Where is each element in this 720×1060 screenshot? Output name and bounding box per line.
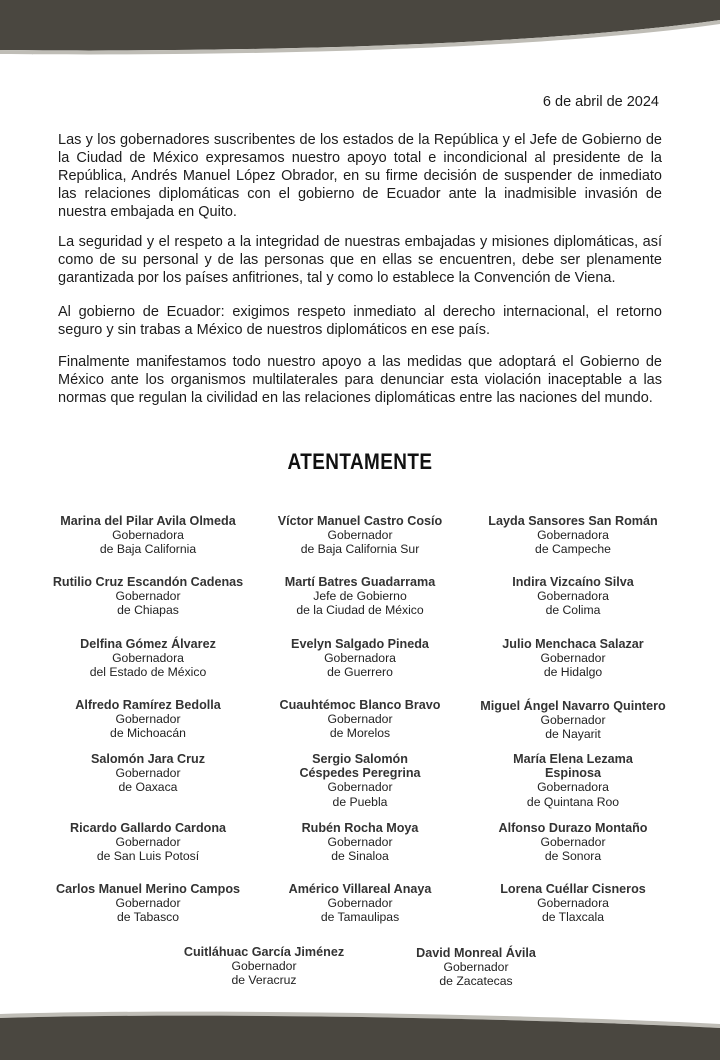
signatory-state: del Estado de México <box>89 665 207 680</box>
signatory-14 <box>252 752 468 809</box>
signatory-name: Marina del Pilar Avila Olmeda <box>60 514 236 528</box>
signatory-title: Gobernadora <box>112 528 184 543</box>
signatory-8 <box>252 637 468 680</box>
signatory-12 <box>465 699 681 742</box>
signatory-name: Miguel Ángel Navarro Quintero <box>480 699 666 713</box>
signatory-title: Gobernador <box>327 780 393 795</box>
signatory-name: Lorena Cuéllar Cisneros <box>500 882 646 896</box>
signatory-title: Gobernador <box>540 835 606 850</box>
signatory-22 <box>156 945 372 988</box>
signatory-name: Alfredo Ramírez Bedolla <box>75 698 221 712</box>
signatory-state: de Nayarit <box>545 727 601 742</box>
signatory-state: de Puebla <box>332 794 388 809</box>
signatory-state: de Campeche <box>535 542 611 557</box>
signatory-21 <box>465 882 681 925</box>
signatory-name: Víctor Manuel Castro Cosío <box>277 514 443 528</box>
signatory-state: de Tabasco <box>116 910 180 925</box>
signatory-state: de Sonora <box>544 849 602 864</box>
signatory-state: de Veracruz <box>231 973 297 988</box>
signatory-6 <box>465 575 681 618</box>
signatory-state: de Zacatecas <box>439 974 513 989</box>
signatory-title: Gobernador <box>327 712 393 727</box>
signatory-title: Gobernador <box>115 896 181 911</box>
signatory-title: Gobernador <box>115 589 181 604</box>
signatory-1 <box>40 514 256 557</box>
signatory-title: Gobernador <box>540 651 606 666</box>
signatory-name: Cuauhtémoc Blanco Bravo <box>279 698 441 712</box>
paragraph-1: Las y los gobernadores suscribentes de los estados de la República y el Jefe de Gobierno de la Ciudad de México expresamos nuestro apoyo total e incondicional al presidente de la República, Andrés Manuel López Obrador, en su firme decisión de suspender de inmediato las relaciones diplomáticas con el gobierno de Ecuador ante la inadmisible invasión de nuestra embajada en Quito. <box>58 132 662 220</box>
signatory-title: Gobernadora <box>324 651 396 666</box>
signatory-state: de Oaxaca <box>118 780 178 795</box>
signatory-title: Gobernador <box>231 959 297 974</box>
paragraph-3: Al gobierno de Ecuador: exigimos respeto inmediato al derecho internacional, el retorno seguro y sin trabas a México de nuestros diplomáticos en ese país. <box>58 304 662 338</box>
signatory-name: Indira Vizcaíno Silva <box>512 575 634 589</box>
signatory-state: de San Luis Potosí <box>96 849 200 864</box>
signatory-16 <box>40 821 256 864</box>
signatory-23 <box>368 946 584 989</box>
signatory-7 <box>40 637 256 680</box>
signatory-title: Gobernador <box>115 766 181 781</box>
signatory-state: de Hidalgo <box>543 665 603 680</box>
signatory-10 <box>40 698 256 741</box>
paragraph-2: La seguridad y el respeto a la integridad de nuestras embajadas y misiones diplomáticas, así como de su personal y de las personas que en ellas se encuentren, debe ser plenamente garantizada por los países anfitriones, tal y como lo establece la Convención de Viena. <box>58 234 662 286</box>
signatory-state: de Guerrero <box>327 665 393 680</box>
signatory-state: de la Ciudad de México <box>296 603 424 618</box>
signatory-name: Salomón Jara Cruz <box>90 752 206 766</box>
signatory-state: de Colima <box>545 603 601 618</box>
signatory-15 <box>465 752 681 809</box>
signatory-name: Layda Sansores San Román <box>488 514 658 528</box>
signatory-state: de Baja California Sur <box>300 542 420 557</box>
signatory-title: Gobernadora <box>112 651 184 666</box>
signatory-4 <box>40 575 256 618</box>
paragraph-4: Finalmente manifestamos todo nuestro apoyo a las medidas que adoptará el Gobierno de México ante los organismos multilaterales para denunciar esta violación inaceptable a las normas que regulan la civilidad en las relaciones diplomáticas entre las naciones del mundo. <box>58 354 662 406</box>
signatory-name: María Elena Lezama Espinosa <box>513 752 633 781</box>
signatory-state: de Chiapas <box>117 603 179 618</box>
signatory-title: Gobernador <box>115 712 181 727</box>
signatory-19 <box>40 882 256 925</box>
signatory-9 <box>465 637 681 680</box>
signatory-name: Julio Menchaca Salazar <box>502 637 644 651</box>
signatory-name: Rubén Rocha Moya <box>301 821 419 835</box>
signatory-state: de Michoacán <box>110 726 186 741</box>
signatory-name: Delfina Gómez Álvarez <box>80 637 216 651</box>
signatory-11 <box>252 698 468 741</box>
signatory-name: Evelyn Salgado Pineda <box>291 637 429 651</box>
signatory-title: Gobernadora <box>537 896 609 911</box>
signatory-name: Carlos Manuel Merino Campos <box>55 882 241 896</box>
signatory-title: Gobernador <box>327 835 393 850</box>
signatory-name: Rutilio Cruz Escandón Cadenas <box>52 575 244 589</box>
signatory-name: Martí Batres Guadarrama <box>284 575 436 589</box>
signatory-2 <box>252 514 468 557</box>
signatory-3 <box>465 514 681 557</box>
closing-heading: ATENTAMENTE <box>287 449 433 474</box>
signatory-title: Gobernador <box>115 835 181 850</box>
signatory-name: Cuitláhuac García Jiménez <box>183 945 345 959</box>
signatory-state: de Baja California <box>99 542 197 557</box>
signatory-state: de Quintana Roo <box>526 794 620 809</box>
signatory-20 <box>252 882 468 925</box>
signatory-name: Ricardo Gallardo Cardona <box>69 821 227 835</box>
signatory-5 <box>252 575 468 618</box>
signatory-17 <box>252 821 468 864</box>
signatory-state: de Sinaloa <box>331 849 389 864</box>
signatory-title: Gobernador <box>327 528 393 543</box>
signatory-state: de Tamaulipas <box>320 910 400 925</box>
signatory-name: Alfonso Durazo Montaño <box>498 821 648 835</box>
signatory-title: Gobernadora <box>537 780 609 795</box>
signatory-name: Américo Villareal Anaya <box>288 882 432 896</box>
signatory-title: Gobernador <box>327 896 393 911</box>
signatory-title: Gobernador <box>443 960 509 975</box>
signatory-title: Gobernador <box>540 713 606 728</box>
signatory-title: Gobernadora <box>537 528 609 543</box>
signatory-name: Sergio Salomón Céspedes Peregrina <box>299 752 421 781</box>
signatory-title: Jefe de Gobierno <box>313 589 407 604</box>
signatory-state: de Morelos <box>329 726 391 741</box>
signatory-13 <box>40 752 256 795</box>
signatory-18 <box>465 821 681 864</box>
signatory-name: David Monreal Ávila <box>416 946 536 960</box>
signatory-state: de Tlaxcala <box>541 910 605 925</box>
signatory-title: Gobernadora <box>537 589 609 604</box>
letter-date: 6 de abril de 2024 <box>542 94 659 110</box>
